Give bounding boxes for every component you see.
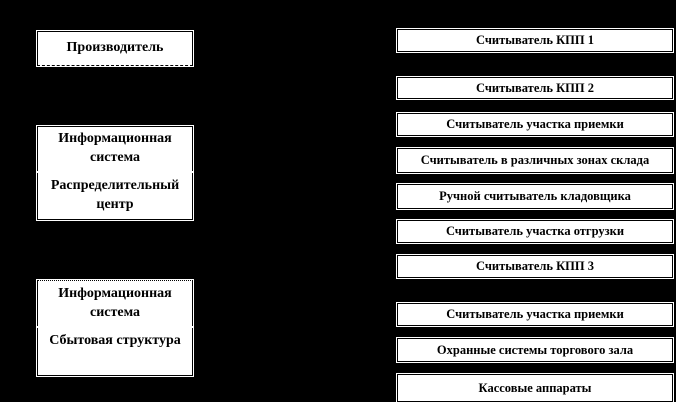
- reader-box-receiving-area-2: Считыватель участка приемки: [397, 303, 673, 326]
- reader-box-kpp-1: Считыватель КПП 1: [397, 29, 673, 52]
- distribution-center-box: Распределительный центр: [37, 172, 193, 220]
- sales-structure-box: Сбытовая структура: [37, 327, 193, 376]
- reader-box-kpp-2: Считыватель КПП 2: [397, 77, 673, 99]
- sales-information-system-box: Информационная система: [37, 280, 193, 327]
- sales-structure-group: [37, 280, 193, 376]
- reader-box-warehouse-zones: Считыватель в различных зонах склада: [397, 148, 673, 173]
- cash-registers-box: Кассовые аппараты: [397, 374, 673, 402]
- producer-box: Производитель: [37, 31, 193, 66]
- distribution-center-group: [37, 126, 193, 220]
- reader-box-receiving-area: Считыватель участка приемки: [397, 113, 673, 136]
- reader-box-shipping-area: Считыватель участка отгрузки: [397, 220, 673, 243]
- security-systems-box: Охранные системы торгового зала: [397, 338, 673, 362]
- reader-box-handheld-storekeeper: Ручной считыватель кладовщика: [397, 184, 673, 209]
- distribution-information-system-box: Информационная система: [37, 126, 193, 172]
- reader-box-kpp-3: Считыватель КПП 3: [397, 255, 673, 278]
